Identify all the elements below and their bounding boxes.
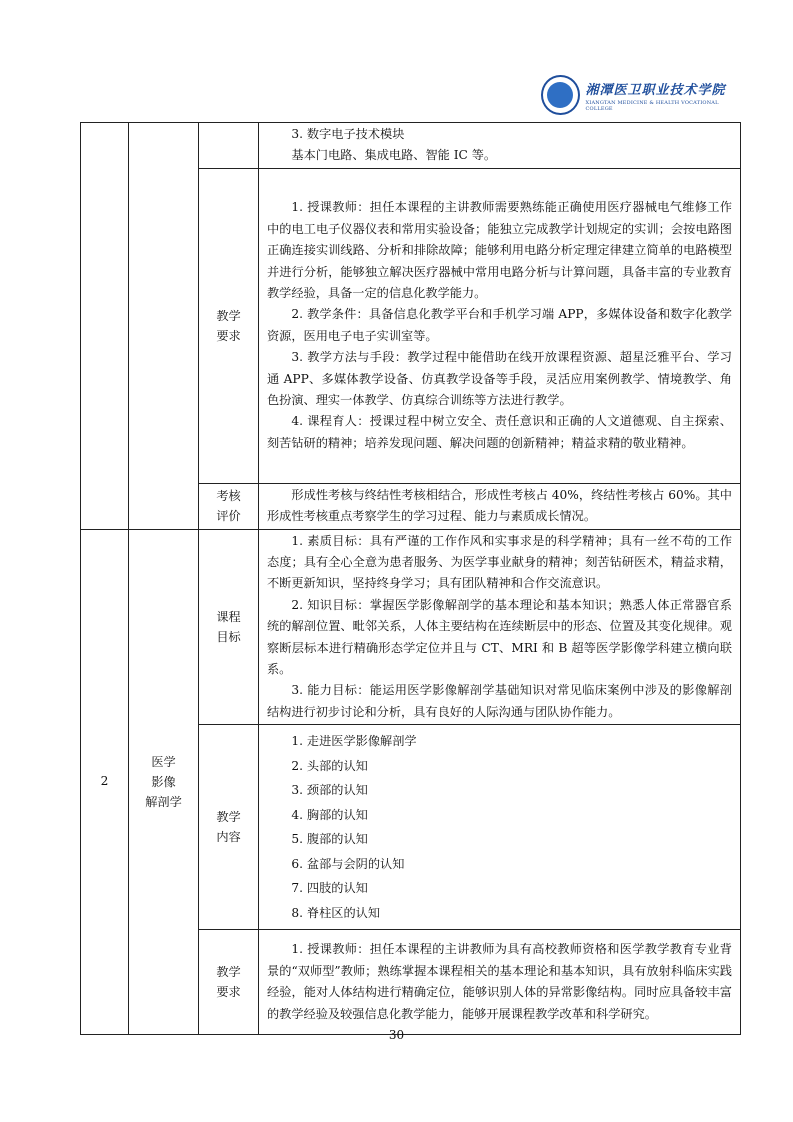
school-name-cn: 湘潭医卫职业技术学院 <box>585 82 726 98</box>
course2-number: 2 <box>81 529 129 1035</box>
list-item: 4. 胸部的认知 <box>291 807 368 822</box>
course1-content-label-cell <box>199 123 259 169</box>
course1-teaching-req-label: 教学 要求 <box>199 168 259 483</box>
course2-objective-label: 课程 目标 <box>199 529 259 725</box>
course1-name-cell <box>129 123 199 530</box>
school-logo <box>541 73 741 117</box>
list-item: 7. 四肢的认知 <box>291 881 368 896</box>
school-seal-icon <box>541 75 580 115</box>
course2-content-label: 教学 内容 <box>199 725 259 930</box>
course1-content-tail: 3. 数字电子技术模块 基本门电路、集成电路、智能 IC 等。 <box>259 123 741 169</box>
list-item: 3. 颈部的认知 <box>291 783 368 798</box>
course2-teaching-req: 1. 授课教师：担任本课程的主讲教师为具有高校教师资格和医学教学教育专业背景的“双师型”教师；熟练掌握本课程相关的基本理论和基本知识，具有放射科临床实践经验，能对人体结构进行精确定位，能够识别人体的异常影像结构。同时应具备较丰富的教学经验及较强信息化教学能力，能够开展课程教学改革和科学研究。 <box>259 930 741 1035</box>
course2-objectives: 1. 素质目标：具有严谨的工作作风和实事求是的科学精神；具有一丝不苟的工作态度；具有全心全意为患者服务、为医学事业献身的精神；刻苦钻研医术，精益求精，不断更新知识，坚持终身学习；具有团队精神和合作交流意识。 2. 知识目标：掌握医学影像解剖学的基本理论和基本知识；熟悉人体正常器官系统的解剖位置、毗邻关系，人体主要结构在连续断层中的形态、位置及其变化规律。观察断层标本进行精确形态学定位并且与 CT、MRI 和 B 超等医学影像学科建立横向联系。 3. 能力目标：能运用医学影像解剖学基础知识对常见临床案例中涉及的影像解剖结构进行初步讨论和分析，具有良好的人际沟通与团队协作能力。 <box>259 529 741 725</box>
course1-assessment-label: 考核 评价 <box>199 483 259 529</box>
course1-number-cell <box>81 123 129 530</box>
page-number: 30 <box>388 1028 405 1042</box>
list-item: 2. 头部的认知 <box>291 758 368 773</box>
course2-name: 医学 影像 解剖学 <box>129 529 199 1035</box>
list-item: 8. 脊柱区的认知 <box>291 905 381 920</box>
list-item: 1. 走进医学影像解剖学 <box>291 734 417 749</box>
table-row <box>81 123 741 169</box>
table-row <box>81 529 741 725</box>
course2-contents <box>259 725 741 930</box>
list-item: 5. 腹部的认知 <box>291 832 368 847</box>
list-item: 6. 盆部与会阴的认知 <box>291 856 405 871</box>
school-name-en: XIANGTAN MEDICINE & HEALTH VOCATIONAL COLLEGE <box>585 99 719 112</box>
course1-teaching-req: 1. 授课教师：担任本课程的主讲教师需要熟练能正确使用医疗器械电气维修工作中的电工电子仪器仪表和常用实验设备；能独立完成教学计划规定的实训；会按电路图正确连接实训线路、分析和排除故障；能够利用电路分析定理定律建立简单的电路模型并进行分析，能够独立解决医疗器械中常用电路分析与计算问题，具备丰富的专业教育教学经验，具备一定的信息化教学能力。 2. 教学条件：具备信息化教学平台和手机学习端 APP，多媒体设备和数字化教学资源，医用电子电子实训室等。 3. 教学方法与手段：教学过程中能借助在线开放课程资源、超星泛雅平台、学习通 APP、多媒体教学设备、仿真教学设备等手段，灵活应用案例教学、情境教学、角色扮演、理实一体教学、仿真综合训练等方法进行教学。 4. 课程育人：授课过程中树立安全、责任意识和正确的人文道德观、自主探索、刻苦钻研的精神；培养发现问题、解决问题的创新精神；精益求精的敬业精神。 <box>259 168 741 483</box>
course1-assessment: 形成性考核与终结性考核相结合，形成性考核占 40%，终结性考核占 60%。其中形成性考核重点考察学生的学习过程、能力与素质成长情况。 <box>259 483 741 529</box>
course-table <box>80 122 741 1035</box>
course2-teaching-req-label: 教学 要求 <box>199 930 259 1035</box>
